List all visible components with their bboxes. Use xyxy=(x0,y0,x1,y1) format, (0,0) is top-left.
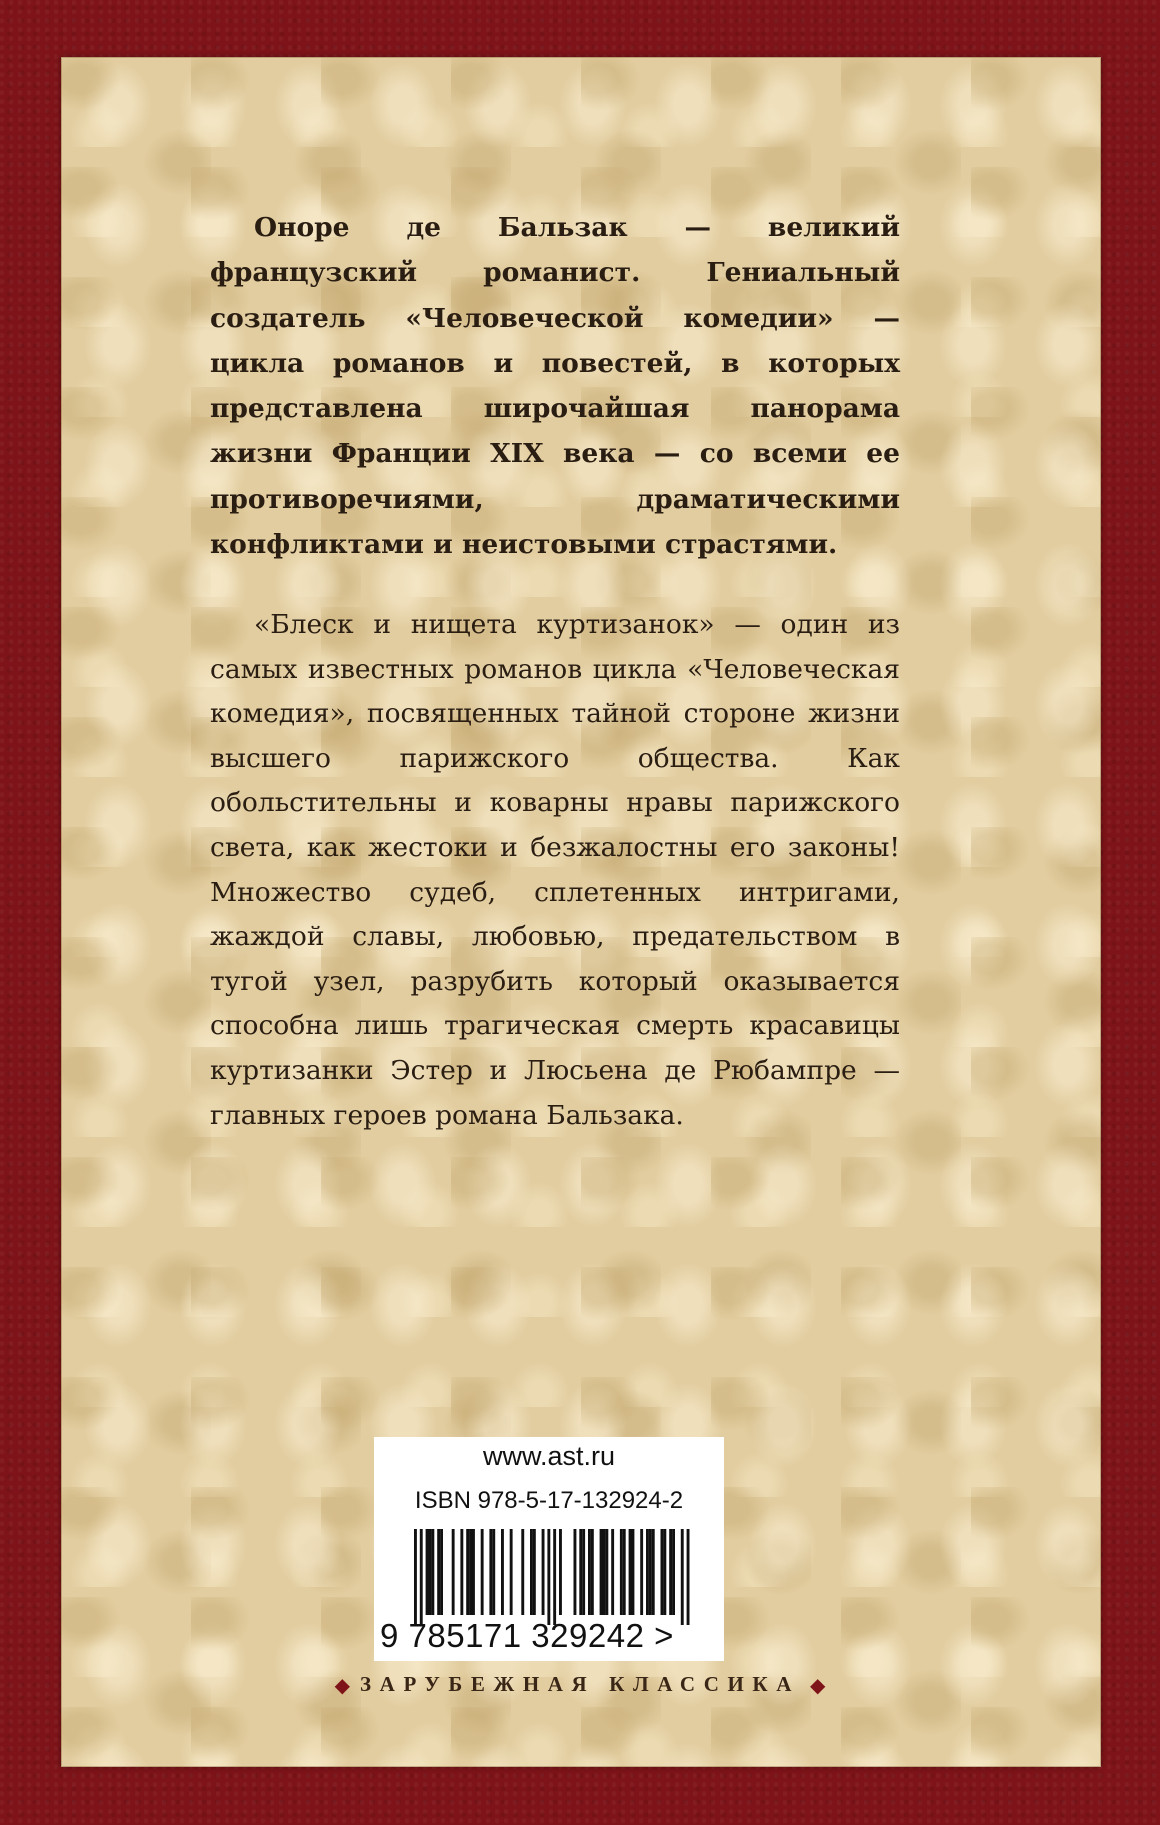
barcode-bar xyxy=(681,1529,684,1625)
barcode-bar xyxy=(460,1529,463,1615)
author-intro xyxy=(210,205,900,567)
barcode-bar xyxy=(469,1529,472,1615)
barcode-digits: 9 785171 329242 > xyxy=(380,1617,674,1654)
barcode-bar xyxy=(521,1529,524,1615)
author-intro-text: Оноре де Бальзак — великий французский романист. Гениальный создатель «Человеческой комедии» — цикла романов и повестей, в которых представлена широчайшая панорама жизни Франции XIX века — со всеми ее противоречиями, драматическими конфликтами и неистовыми страстями. xyxy=(210,212,900,561)
barcode-block xyxy=(374,1437,724,1661)
barcode-bar xyxy=(649,1529,652,1615)
barcode-bar xyxy=(574,1529,577,1615)
barcode-bar xyxy=(661,1529,664,1615)
barcode-bar xyxy=(440,1529,443,1615)
barcode-bar xyxy=(591,1529,594,1615)
barcode-bar xyxy=(640,1529,643,1615)
left-ornament-icon: ◆ xyxy=(334,1672,350,1697)
barcode-bar xyxy=(420,1529,423,1625)
barcode-bar xyxy=(553,1529,556,1625)
book-description xyxy=(210,603,900,1138)
barcode-bar xyxy=(600,1529,603,1615)
barcode-bar xyxy=(533,1529,536,1615)
barcode-bar xyxy=(472,1529,475,1615)
barcode-bar xyxy=(530,1529,533,1615)
barcode-bar xyxy=(652,1529,655,1615)
barcode-bar xyxy=(646,1529,649,1615)
right-ornament-icon: ◆ xyxy=(810,1672,826,1697)
barcode-bar xyxy=(492,1529,495,1615)
barcode-bar xyxy=(629,1529,632,1615)
barcode-bar xyxy=(452,1529,455,1615)
barcode-bar xyxy=(489,1529,492,1615)
barcode-bar xyxy=(611,1529,614,1615)
barcode-bar xyxy=(669,1529,672,1615)
barcode-bar xyxy=(603,1529,606,1615)
publisher-website: www.ast.ru xyxy=(482,1441,616,1471)
isbn-label: ISBN 978-5-17-132924-2 xyxy=(414,1487,684,1514)
barcode-bar xyxy=(426,1529,429,1615)
barcode-bar xyxy=(687,1529,690,1625)
barcode-bar xyxy=(605,1529,608,1615)
barcode-bar xyxy=(559,1529,562,1615)
barcode-bar xyxy=(582,1529,585,1615)
barcode-bar xyxy=(663,1529,666,1615)
book-description-text: «Блеск и нищета куртизанок» — один из самых известных романов цикла «Человеческая комедия», посвященных тайной стороне жизни высшего парижского общества. Как обольстительны и коварны нравы парижского света, как жестоки и безжалостны его законы! Множество судеб, сплетенных интригами, жаждой славы, любовью, предательством в тугой узел, разрубить который оказывается способна лишь трагическая смерть красавицы куртизанки Эстер и Люсьена де Рюбампре — главных героев романа Бальзака. xyxy=(210,609,900,1131)
barcode-bar xyxy=(620,1529,623,1615)
barcode-bar xyxy=(437,1529,440,1615)
barcode-bar xyxy=(510,1529,513,1615)
barcode-bar xyxy=(588,1529,591,1615)
barcode-bar xyxy=(632,1529,635,1615)
barcode-bars xyxy=(414,1529,690,1625)
barcode-bar xyxy=(414,1529,417,1625)
barcode-bar xyxy=(431,1529,434,1615)
barcode-bar xyxy=(466,1529,469,1615)
barcode-bar xyxy=(542,1529,545,1615)
series-footer xyxy=(200,1672,960,1697)
barcode-bar xyxy=(672,1529,675,1615)
barcode-bar xyxy=(429,1529,432,1615)
barcode-bar xyxy=(579,1529,582,1615)
barcode-bar xyxy=(501,1529,504,1615)
barcode-bar xyxy=(481,1529,484,1615)
series-title: ЗАРУБЕЖНАЯ КЛАССИКА xyxy=(360,1672,800,1696)
barcode-bar xyxy=(623,1529,626,1615)
barcode-bar xyxy=(547,1529,550,1625)
